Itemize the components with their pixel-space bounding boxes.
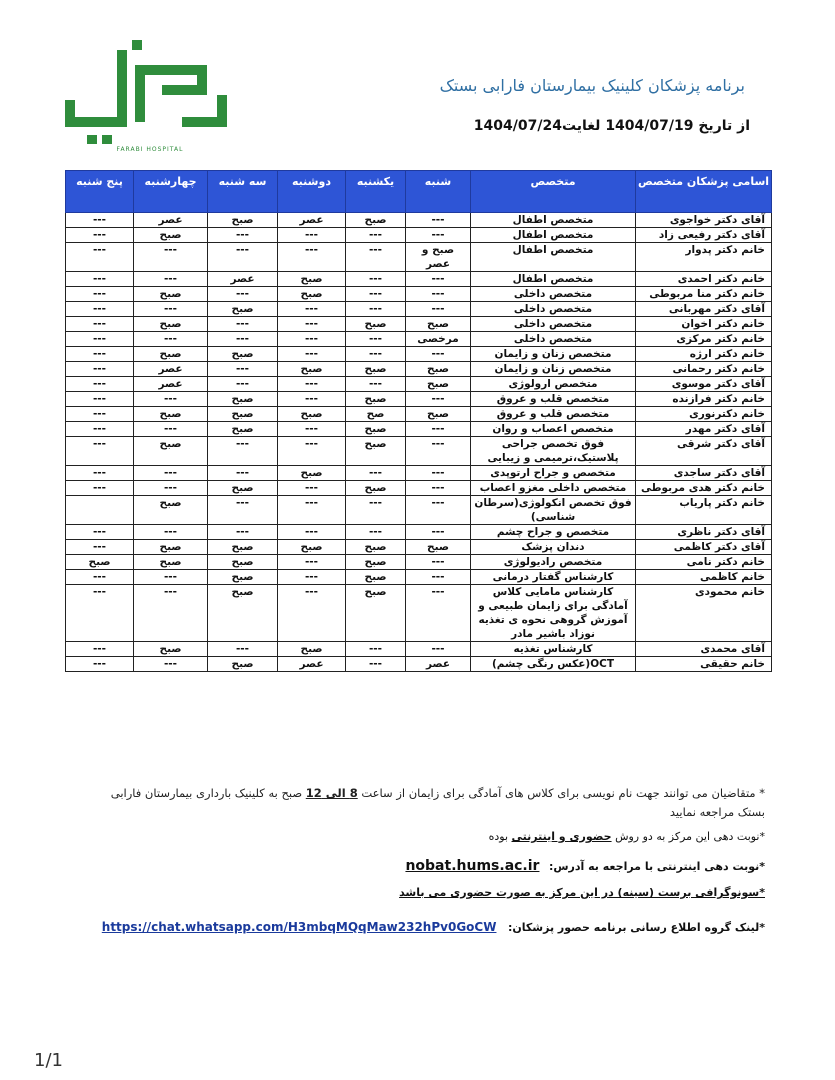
shift-cell: صبح <box>346 437 406 466</box>
table-row <box>66 228 772 243</box>
shift-cell: --- <box>134 332 208 347</box>
shift-cell: --- <box>346 347 406 362</box>
specialty-cell: متخصص داخلی <box>471 317 636 332</box>
shift-cell: صبح <box>208 540 278 555</box>
note-text: بوده <box>488 830 508 843</box>
shift-cell: صبح <box>278 540 346 555</box>
doctor-name-cell: خانم دکتر پاریاب <box>636 496 772 525</box>
shift-cell: --- <box>66 362 134 377</box>
shift-cell: --- <box>134 525 208 540</box>
shift-cell: --- <box>346 228 406 243</box>
schedule-table <box>65 170 772 672</box>
table-row <box>66 332 772 347</box>
shift-cell: صبح <box>134 496 208 525</box>
shift-cell: صبح <box>346 213 406 228</box>
shift-cell: --- <box>406 481 471 496</box>
doctor-name-cell: آقای دکتر شرقی <box>636 437 772 466</box>
shift-cell: صبح <box>134 228 208 243</box>
shift-cell <box>66 496 134 525</box>
shift-cell: --- <box>406 466 471 481</box>
shift-cell: --- <box>346 287 406 302</box>
shift-cell: --- <box>406 422 471 437</box>
shift-cell: عصر <box>134 377 208 392</box>
shift-cell: صبح <box>208 302 278 317</box>
shift-cell: صبح <box>278 272 346 287</box>
shift-cell: --- <box>278 422 346 437</box>
shift-cell: --- <box>406 287 471 302</box>
shift-cell: صبح <box>134 317 208 332</box>
page-title: برنامه پزشکان کلینیک بیمارستان فارابی بستک <box>439 76 745 95</box>
doctor-name-cell: خانم محمودی <box>636 585 772 642</box>
shift-cell: --- <box>134 570 208 585</box>
doctor-name-cell: خانم دکتر اخوان <box>636 317 772 332</box>
specialty-cell: فوق تخصص انکولوژی(سرطان شناسی) <box>471 496 636 525</box>
shift-cell: --- <box>406 555 471 570</box>
shift-cell: --- <box>66 302 134 317</box>
shift-cell: عصر <box>278 213 346 228</box>
shift-cell: صبح <box>278 287 346 302</box>
table-row <box>66 642 772 657</box>
shift-cell: صبح <box>406 317 471 332</box>
shift-cell: --- <box>406 585 471 642</box>
shift-cell: --- <box>346 496 406 525</box>
shift-cell: صبح <box>208 555 278 570</box>
specialty-cell: متخصص اطفال <box>471 213 636 228</box>
doctor-name-cell: خانم حقیقی <box>636 657 772 672</box>
shift-cell: --- <box>66 347 134 362</box>
shift-cell: --- <box>406 642 471 657</box>
shift-cell: --- <box>134 466 208 481</box>
shift-cell: صبح و عصر <box>406 243 471 272</box>
doctor-name-cell: خانم دکتر ارژه <box>636 347 772 362</box>
specialty-cell: متخصص داخلی <box>471 302 636 317</box>
booking-link[interactable]: nobat.hums.ac.ir <box>405 858 540 874</box>
doctor-name-cell: خانم دکتر پدوار <box>636 243 772 272</box>
shift-cell: صبح <box>346 555 406 570</box>
shift-cell: --- <box>66 657 134 672</box>
logo-caption: FARABI HOSPITAL <box>116 146 184 153</box>
shift-cell: --- <box>406 228 471 243</box>
schedule-body <box>66 213 772 672</box>
specialty-cell: متخصص اطفال <box>471 272 636 287</box>
doctor-name-cell: آقای دکتر رفیعی زاد <box>636 228 772 243</box>
shift-cell: صبح <box>278 642 346 657</box>
table-row <box>66 287 772 302</box>
column-header: دوشنبه <box>278 171 346 213</box>
shift-cell: صبح <box>278 466 346 481</box>
note-booking-methods <box>100 830 765 843</box>
shift-cell: --- <box>66 243 134 272</box>
shift-cell: --- <box>208 377 278 392</box>
note-text: صبح به کلینیک بارداری بیمارستان فارابی بستک مراجعه نمایید <box>110 786 765 819</box>
shift-cell: --- <box>406 392 471 407</box>
shift-cell: صبح <box>134 642 208 657</box>
doctor-name-cell: خانم دکتر رحمانی <box>636 362 772 377</box>
specialty-cell: متخصص و جراح ارتوپدی <box>471 466 636 481</box>
shift-cell: --- <box>66 272 134 287</box>
shift-cell: --- <box>66 525 134 540</box>
shift-cell: --- <box>346 332 406 347</box>
shift-cell: صبح <box>346 317 406 332</box>
table-row <box>66 347 772 362</box>
shift-cell: --- <box>134 585 208 642</box>
specialty-cell: متخصص ارولوژی <box>471 377 636 392</box>
doctor-name-cell: آقای محمدی <box>636 642 772 657</box>
note-whatsapp <box>100 920 765 934</box>
shift-cell: --- <box>406 347 471 362</box>
shift-cell: --- <box>406 570 471 585</box>
specialty-cell: متخصص رادیولوژی <box>471 555 636 570</box>
shift-cell: صبح <box>208 407 278 422</box>
specialty-cell: متخصص و جراح چشم <box>471 525 636 540</box>
shift-cell: صبح <box>134 347 208 362</box>
doctor-name-cell: خانم دکتر نامی <box>636 555 772 570</box>
shift-cell: صبح <box>208 585 278 642</box>
shift-cell: --- <box>66 540 134 555</box>
table-header-row <box>66 171 772 213</box>
shift-cell: صبح <box>346 481 406 496</box>
shift-cell: --- <box>208 525 278 540</box>
note-sonography: *سونوگرافی برست (سینه) در این مرکز به صورت حضوری می باشد <box>399 886 765 899</box>
specialty-cell: OCT(عکس رنگی چشم) <box>471 657 636 672</box>
doctor-name-cell: آقای دکتر مهربانی <box>636 302 772 317</box>
shift-cell: صبح <box>134 407 208 422</box>
specialty-cell: فوق تخصص جراحی پلاستیک،ترمیمی و زیبایی <box>471 437 636 466</box>
shift-cell: --- <box>346 302 406 317</box>
column-header: چهارشنبه <box>134 171 208 213</box>
specialty-cell: متخصص داخلی مغزو اعصاب <box>471 481 636 496</box>
shift-cell: --- <box>278 243 346 272</box>
table-row <box>66 377 772 392</box>
shift-cell: --- <box>134 392 208 407</box>
specialty-cell: متخصص اطفال <box>471 243 636 272</box>
shift-cell: --- <box>278 525 346 540</box>
shift-cell: عصر <box>134 213 208 228</box>
shift-cell: صبح <box>134 555 208 570</box>
shift-cell: --- <box>346 642 406 657</box>
shift-cell: --- <box>406 437 471 466</box>
shift-cell: --- <box>278 302 346 317</box>
shift-cell: --- <box>208 642 278 657</box>
shift-cell: صبح <box>208 392 278 407</box>
note-text: * متقاضیان می توانند جهت نام نویسی برای کلاس های آمادگی برای زایمان از ساعت <box>361 786 765 800</box>
shift-cell: صبح <box>346 585 406 642</box>
specialty-cell: متخصص داخلی <box>471 332 636 347</box>
note-text: *نوبت دهی این مرکز به دو روش <box>615 830 765 843</box>
shift-cell: صبح <box>406 362 471 377</box>
shift-cell: --- <box>278 585 346 642</box>
page-number: 1/1 <box>34 1050 63 1071</box>
specialty-cell: متخصص قلب و عروق <box>471 392 636 407</box>
shift-cell: --- <box>208 332 278 347</box>
shift-cell: --- <box>278 555 346 570</box>
specialty-cell: کارشناس مامایی کلاس آمادگی برای زایمان طبیعی و آموزش گروهی نحوه ی تغذیه نوزاد باشیر مادر <box>471 585 636 642</box>
shift-cell: صبح <box>134 540 208 555</box>
shift-cell: --- <box>278 437 346 466</box>
shift-cell: --- <box>66 228 134 243</box>
table-row <box>66 585 772 642</box>
shift-cell: --- <box>208 437 278 466</box>
shift-cell: --- <box>208 362 278 377</box>
shift-cell: صبح <box>406 540 471 555</box>
shift-cell: صبح <box>278 362 346 377</box>
note-text: *نوبت دهی اینترنتی با مراجعه به آدرس: <box>548 860 765 873</box>
shift-cell: --- <box>346 377 406 392</box>
shift-cell: صح <box>346 407 406 422</box>
shift-cell: عصر <box>406 657 471 672</box>
shift-cell: صبح <box>346 362 406 377</box>
shift-cell: --- <box>66 392 134 407</box>
shift-cell: --- <box>66 570 134 585</box>
shift-cell: --- <box>406 213 471 228</box>
table-row <box>66 317 772 332</box>
table-row <box>66 496 772 525</box>
shift-cell: --- <box>278 481 346 496</box>
shift-cell: صبح <box>66 555 134 570</box>
shift-cell: --- <box>134 481 208 496</box>
table-row <box>66 272 772 287</box>
shift-cell: --- <box>66 422 134 437</box>
note-methods: حضوری و اینترنتی <box>511 830 612 843</box>
specialty-cell: متخصص زنان و زایمان <box>471 347 636 362</box>
shift-cell: --- <box>66 585 134 642</box>
note-online-booking <box>100 858 765 874</box>
shift-cell: --- <box>66 332 134 347</box>
column-header: سه شنبه <box>208 171 278 213</box>
shift-cell: --- <box>66 407 134 422</box>
shift-cell: --- <box>406 302 471 317</box>
shift-cell: --- <box>134 302 208 317</box>
shift-cell: --- <box>208 287 278 302</box>
specialty-cell: متخصص اطفال <box>471 228 636 243</box>
shift-cell: --- <box>278 347 346 362</box>
shift-cell: صبح <box>208 422 278 437</box>
table-row <box>66 407 772 422</box>
shift-cell: --- <box>346 466 406 481</box>
specialty-cell: کارشناس گفتار درمانی <box>471 570 636 585</box>
shift-cell: صبح <box>406 407 471 422</box>
shift-cell: --- <box>278 377 346 392</box>
shift-cell: --- <box>208 228 278 243</box>
column-header: اسامی پزشکان متخصص <box>636 171 772 213</box>
shift-cell: صبح <box>208 570 278 585</box>
doctor-name-cell: خانم دکتر احمدی <box>636 272 772 287</box>
shift-cell: --- <box>134 422 208 437</box>
doctor-name-cell: خانم کاظمی <box>636 570 772 585</box>
column-header: شنبه <box>406 171 471 213</box>
table-row <box>66 540 772 555</box>
shift-cell: --- <box>208 496 278 525</box>
shift-cell: --- <box>208 243 278 272</box>
shift-cell: صبح <box>346 570 406 585</box>
shift-cell: --- <box>208 317 278 332</box>
shift-cell: مرخصی <box>406 332 471 347</box>
shift-cell: --- <box>278 332 346 347</box>
shift-cell: --- <box>208 466 278 481</box>
shift-cell: --- <box>66 287 134 302</box>
shift-cell: صبح <box>278 407 346 422</box>
specialty-cell: متخصص داخلی <box>471 287 636 302</box>
note-text: *لینک گروه اطلاع رسانی برنامه حصور پزشکان: <box>507 921 765 934</box>
shift-cell: --- <box>278 496 346 525</box>
doctor-name-cell: خانم دکتر منا مربوطی <box>636 287 772 302</box>
shift-cell: صبح <box>208 213 278 228</box>
doctor-name-cell: آقای دکتر ساجدی <box>636 466 772 481</box>
column-header: یکشنبه <box>346 171 406 213</box>
shift-cell: عصر <box>208 272 278 287</box>
shift-cell: --- <box>278 570 346 585</box>
shift-cell: صبح <box>346 392 406 407</box>
shift-cell: عصر <box>134 362 208 377</box>
shift-cell: --- <box>134 272 208 287</box>
table-row <box>66 481 772 496</box>
table-row <box>66 213 772 228</box>
shift-cell: عصر <box>278 657 346 672</box>
shift-cell: --- <box>346 525 406 540</box>
table-row <box>66 362 772 377</box>
doctor-name-cell: خانم دکترنوری <box>636 407 772 422</box>
shift-cell: --- <box>406 496 471 525</box>
shift-cell: --- <box>134 243 208 272</box>
table-row <box>66 243 772 272</box>
specialty-cell: کارشناس تغذیه <box>471 642 636 657</box>
whatsapp-link[interactable]: https://chat.whatsapp.com/H3mbqMQqMaw232hPv0GoCW <box>101 920 497 934</box>
doctor-name-cell: آقای دکتر ناظری <box>636 525 772 540</box>
specialty-cell: دندان پزشک <box>471 540 636 555</box>
specialty-cell: متخصص اعصاب و روان <box>471 422 636 437</box>
doctor-name-cell: خانم دکتر هدی مربوطی <box>636 481 772 496</box>
column-header: پنج شنبه <box>66 171 134 213</box>
shift-cell: --- <box>278 317 346 332</box>
shift-cell: صبح <box>406 377 471 392</box>
doctor-name-cell: آقای دکتر خواجوی <box>636 213 772 228</box>
shift-cell: --- <box>278 228 346 243</box>
shift-cell: صبح <box>134 287 208 302</box>
shift-cell: --- <box>278 392 346 407</box>
shift-cell: --- <box>66 481 134 496</box>
shift-cell: --- <box>346 657 406 672</box>
table-row <box>66 525 772 540</box>
shift-cell: --- <box>66 213 134 228</box>
shift-cell: صبح <box>208 347 278 362</box>
doctor-name-cell: خانم دکتر مرکزی <box>636 332 772 347</box>
shift-cell: صبح <box>346 422 406 437</box>
doctor-name-cell: آقای دکتر موسوی <box>636 377 772 392</box>
shift-cell: --- <box>346 243 406 272</box>
shift-cell: صبح <box>208 481 278 496</box>
shift-cell: --- <box>66 437 134 466</box>
shift-cell: صبح <box>346 540 406 555</box>
table-row <box>66 657 772 672</box>
table-row <box>66 570 772 585</box>
note-classes <box>100 784 765 822</box>
doctor-name-cell: آقای دکتر مهدر <box>636 422 772 437</box>
shift-cell: --- <box>66 466 134 481</box>
table-row <box>66 422 772 437</box>
shift-cell: صبح <box>134 437 208 466</box>
shift-cell: صبح <box>208 657 278 672</box>
table-row <box>66 466 772 481</box>
shift-cell: --- <box>346 272 406 287</box>
date-range: از تاریخ 1404/07/19 لغایت1404/07/24 <box>473 118 750 134</box>
shift-cell: --- <box>66 317 134 332</box>
shift-cell: --- <box>66 642 134 657</box>
table-row <box>66 392 772 407</box>
table-row <box>66 437 772 466</box>
shift-cell: --- <box>406 272 471 287</box>
note-hours: 8 الی 12 <box>305 786 358 800</box>
specialty-cell: متخصص قلب و عروق <box>471 407 636 422</box>
shift-cell: --- <box>406 525 471 540</box>
shift-cell: --- <box>66 377 134 392</box>
specialty-cell: متخصص زنان و زایمان <box>471 362 636 377</box>
column-header: متخصص <box>471 171 636 213</box>
shift-cell: --- <box>134 657 208 672</box>
doctor-name-cell: خانم دکتر فرازنده <box>636 392 772 407</box>
table-row <box>66 555 772 570</box>
doctor-name-cell: آقای دکتر کاظمی <box>636 540 772 555</box>
table-row <box>66 302 772 317</box>
